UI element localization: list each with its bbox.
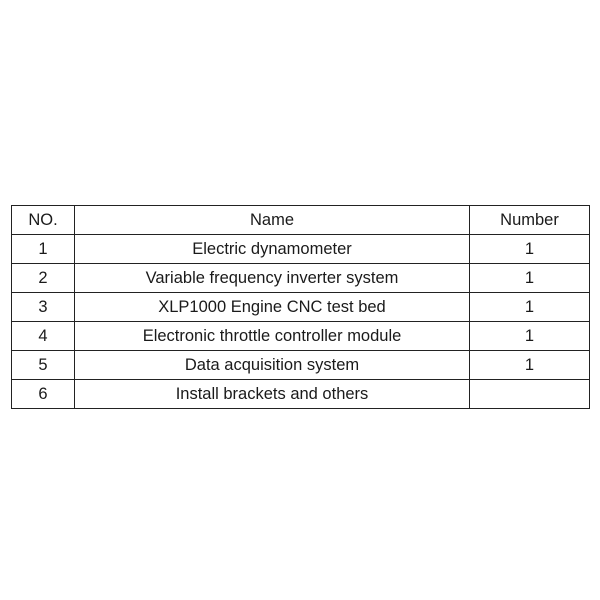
cell-no: 1 [12, 235, 75, 264]
cell-name: Data acquisition system [75, 351, 470, 380]
table-row [12, 264, 590, 293]
cell-name: XLP1000 Engine CNC test bed [75, 293, 470, 322]
header-number: Number [470, 206, 590, 235]
cell-number: 1 [470, 264, 590, 293]
cell-number: 1 [470, 351, 590, 380]
cell-name: Variable frequency inverter system [75, 264, 470, 293]
cell-number: 1 [470, 322, 590, 351]
cell-no: 3 [12, 293, 75, 322]
header-no: NO. [12, 206, 75, 235]
cell-no: 5 [12, 351, 75, 380]
cell-name: Electric dynamometer [75, 235, 470, 264]
table-row [12, 293, 590, 322]
table-row [12, 380, 590, 409]
cell-number: 1 [470, 293, 590, 322]
cell-name: Install brackets and others [75, 380, 470, 409]
cell-no: 2 [12, 264, 75, 293]
equipment-table [11, 205, 590, 409]
table-row [12, 235, 590, 264]
cell-name: Electronic throttle controller module [75, 322, 470, 351]
table-header-row [12, 206, 590, 235]
header-name: Name [75, 206, 470, 235]
table-row [12, 322, 590, 351]
cell-number: 1 [470, 235, 590, 264]
cell-no: 4 [12, 322, 75, 351]
cell-no: 6 [12, 380, 75, 409]
table-row [12, 351, 590, 380]
cell-number [470, 380, 590, 409]
